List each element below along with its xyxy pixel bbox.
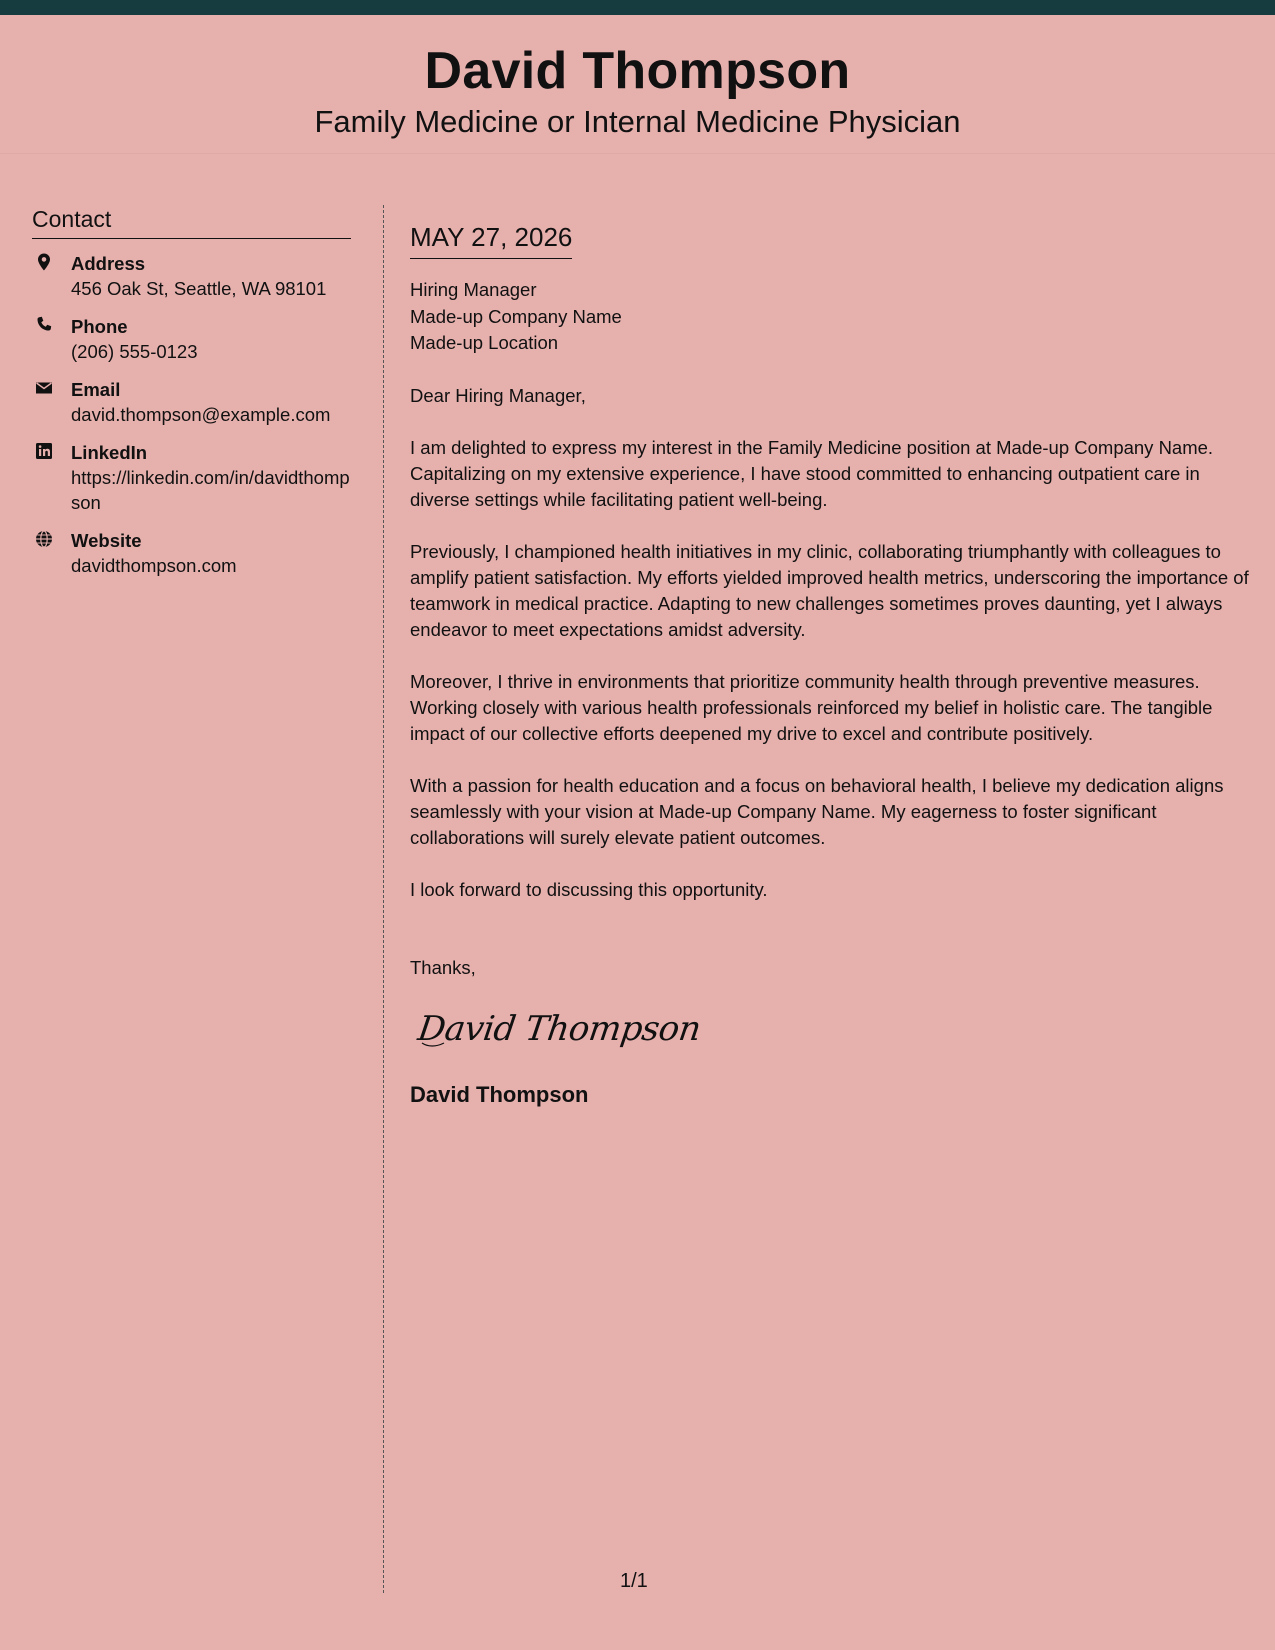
contact-item-phone bbox=[32, 314, 351, 364]
contact-label: Address bbox=[71, 252, 146, 274]
recipient-line: Made-up Company Name bbox=[410, 305, 622, 327]
top-accent-bar bbox=[0, 0, 1275, 15]
svg-text:David Thompson: David Thompson bbox=[415, 1008, 704, 1049]
letter-paragraph: Previously, I championed health initiatives in my clinic, collaborating triumphantly with colleagues to amplify patient satisfaction. My efforts yielded improved health metrics, underscoring the importance of teamwork in medical practice. Adapting to new challenges sometimes proves daunting, yet I always endeavor to meet expectations amidst adversity. bbox=[410, 540, 1249, 640]
recipient-line: Hiring Manager bbox=[410, 279, 537, 300]
email-value[interactable]: david.thompson@example.com bbox=[71, 403, 331, 425]
letter-date: MAY 27, 2026 bbox=[410, 220, 572, 259]
letter-paragraph: I am delighted to express my interest in the Family Medicine position at Made-up Company Name. Capitalizing on my extensive experience, I have stood committed to enhancing outpatient care in diverse settings while facilitating patient well-being. bbox=[410, 436, 1214, 510]
contact-item-linkedin bbox=[32, 440, 351, 515]
applicant-title: Family Medicine or Internal Medicine Physician bbox=[314, 104, 961, 139]
envelope-icon bbox=[34, 378, 54, 398]
letter-paragraph: Moreover, I thrive in environments that prioritize community health through preventive measures. Working closely with various health professionals reinforced my belief in holistic care. The tangible impact of our collective efforts deepened my drive to excel and contribute positively. bbox=[410, 670, 1213, 744]
letter-paragraph: With a passion for health education and a focus on behavioral health, I believe my dedication aligns seamlessly with your vision at Made-up Company Name. My eagerness to foster significant collaborations will surely elevate patient outcomes. bbox=[410, 774, 1224, 848]
letter-body bbox=[410, 220, 1250, 1110]
contact-item-address bbox=[32, 251, 351, 301]
linkedin-value[interactable]: https://linkedin.com/in/davidthompson bbox=[71, 466, 350, 513]
contact-label: Email bbox=[71, 378, 121, 400]
contact-label: Phone bbox=[71, 315, 128, 337]
column-divider bbox=[383, 205, 384, 1593]
salutation: Dear Hiring Manager, bbox=[410, 384, 586, 406]
recipient-line: Made-up Location bbox=[410, 332, 559, 353]
website-value[interactable]: davidthompson.com bbox=[71, 554, 237, 576]
contact-item-email bbox=[32, 377, 351, 427]
map-pin-icon bbox=[34, 252, 54, 272]
handwritten-signature bbox=[414, 1003, 704, 1053]
phone-icon bbox=[34, 315, 54, 335]
applicant-name: David Thompson bbox=[424, 42, 851, 100]
contact-heading: Contact bbox=[32, 205, 351, 239]
contact-label: Website bbox=[71, 529, 142, 551]
contact-list bbox=[32, 251, 351, 578]
page-number: 1/1 bbox=[620, 1570, 648, 1592]
signed-name: David Thompson bbox=[410, 1081, 589, 1107]
contact-sidebar bbox=[32, 205, 351, 591]
globe-icon bbox=[34, 529, 54, 549]
phone-value: (206) 555-0123 bbox=[71, 340, 198, 362]
linkedin-icon bbox=[34, 441, 54, 461]
closing: Thanks, bbox=[410, 956, 476, 978]
contact-item-website bbox=[32, 528, 351, 578]
address-value: 456 Oak St, Seattle, WA 98101 bbox=[71, 277, 327, 299]
page-header bbox=[0, 15, 1275, 154]
contact-label: LinkedIn bbox=[71, 441, 148, 463]
letter-paragraph: I look forward to discussing this opportunity. bbox=[410, 878, 768, 900]
recipient-block bbox=[410, 277, 1250, 357]
